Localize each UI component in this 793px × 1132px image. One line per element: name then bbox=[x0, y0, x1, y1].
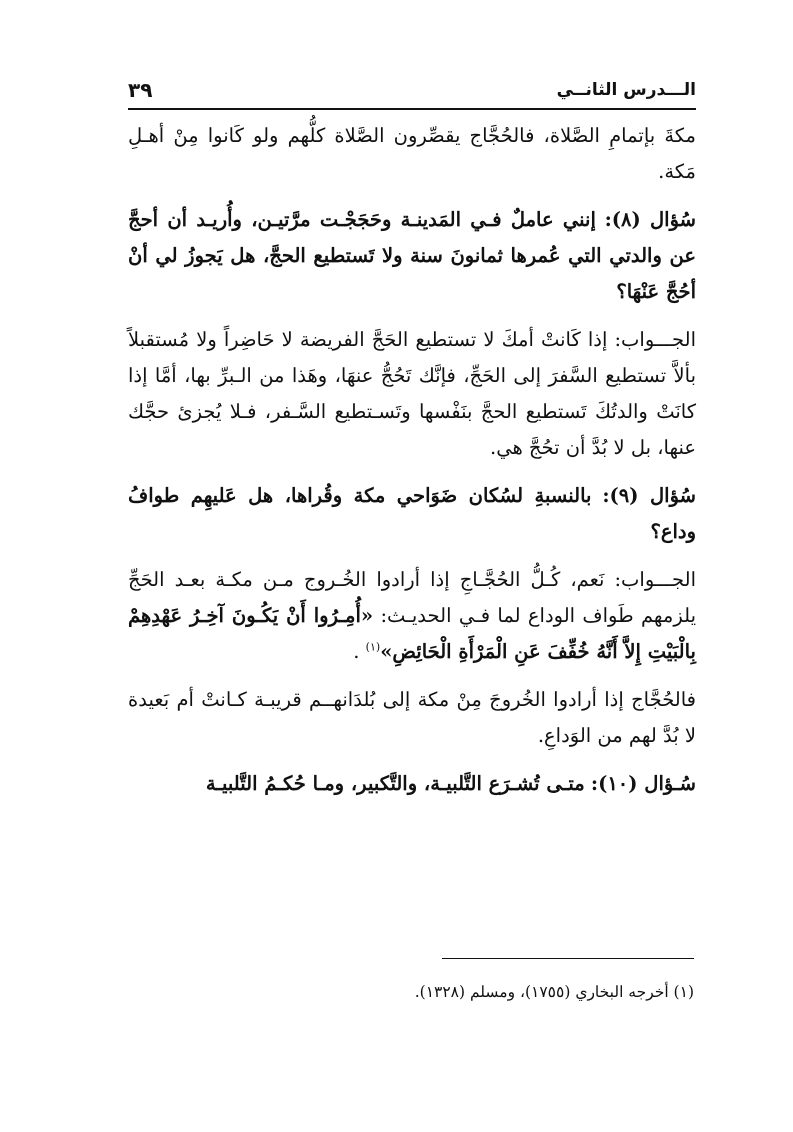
footnote-divider bbox=[442, 958, 694, 959]
question-8 bbox=[128, 202, 696, 310]
paragraph-farewell bbox=[128, 682, 696, 754]
answer-8 bbox=[128, 322, 696, 466]
question-9 bbox=[128, 478, 696, 550]
lesson-title: الـــدرس الثانــي bbox=[556, 80, 696, 100]
question-9-label: سُؤال (٩): bbox=[602, 484, 697, 507]
question-10-text: متـى تُشـرَع التَّلبيـة، والتَّكبير، ومـا حُكـمُ التَّلبيـة bbox=[205, 772, 585, 795]
question-8-text: إنني عاملٌ فـي المَدينـة وحَجَجْـت مرَّتيـن، وأُريـد أن أحجَّ عن والدتي التي عُمرها ثمانونَ سنة ولا تَستطيع الحجَّ، هل يَجوزُ لي أنْ أحُجَّ عَنْهَا؟ bbox=[128, 208, 696, 303]
paragraph-intro-text: مكةَ بإتمامِ الصَّلاة، فالحُجَّاج يقصِّرون الصَّلاة كلُّهم ولو كَانوا مِنْ أهـلِ مَكة. bbox=[128, 124, 696, 183]
paragraph-farewell-text: فالحُجَّاج إذا أرادوا الخُروجَ مِنْ مكة إلى بُلدَانهــم قريبـة كـانتْ أم بَعيدة لا بُدَّ لهم من الوَداعِ. bbox=[128, 688, 697, 747]
paragraph-intro bbox=[128, 118, 696, 190]
question-10 bbox=[128, 766, 696, 802]
answer-8-text: إذا كَانتْ أمكَ لا تستطيع الحَجَّ الفريضة لا حَاضِراً ولا مُستقبلاً بألاَّ تستطيع السَّفرَ إلى الحَجِّ، فإنَّك تَحُجُّ عنهَا، وهَذا من الـبرِّ بها، أمَّا إذا كانَتْ والدتُكَ تَستطيع الحجَّ بنَفْسها وتَسـتطيع السَّـفر، فـلا يُجزئ حجَّك عنها، بل لا بُدَّ أن تحُجَّ هي. bbox=[128, 328, 696, 459]
answer-9 bbox=[128, 562, 696, 670]
question-8-label: سُؤال (٨): bbox=[604, 208, 696, 231]
question-10-label: سُـؤال (١٠): bbox=[590, 772, 696, 795]
footnote-reference: (١) bbox=[365, 640, 381, 654]
page-body bbox=[128, 118, 696, 814]
question-9-text: بالنسبةِ لسُكان ضَوَاحي مكة وقُراها، هل عَليهِم طوافُ وداع؟ bbox=[128, 484, 696, 543]
footnote-text: (١) أخرجه البخاري (١٧٥٥)، ومسلم (١٣٢٨). bbox=[414, 983, 694, 1001]
answer-9-tail: . bbox=[353, 640, 360, 663]
page-number: ٣٩ bbox=[128, 78, 153, 102]
page-header bbox=[128, 78, 696, 110]
answer-9-text: نَعم، كُـلُّ الحُجَّـاجِ إذا أرادوا الخُـروج مـن مكـة بعـد الحَجِّ يلزمهم طَواف الوداع لما فـي الحديـث: bbox=[128, 568, 696, 627]
answer-9-label: الجـــواب: bbox=[614, 568, 696, 591]
answer-8-label: الجـــواب: bbox=[614, 328, 696, 351]
hadith-quote: «أُمِـرُوا أَنْ يَكُـونَ آخِـرُ عَهْدِهِمْ بِالْبَيْتِ إِلاَّ أَنَّهُ خُفِّفَ عَنِ الْمَرْأَةِ الْحَائِضِ» bbox=[128, 604, 696, 663]
footnote bbox=[126, 980, 694, 1004]
